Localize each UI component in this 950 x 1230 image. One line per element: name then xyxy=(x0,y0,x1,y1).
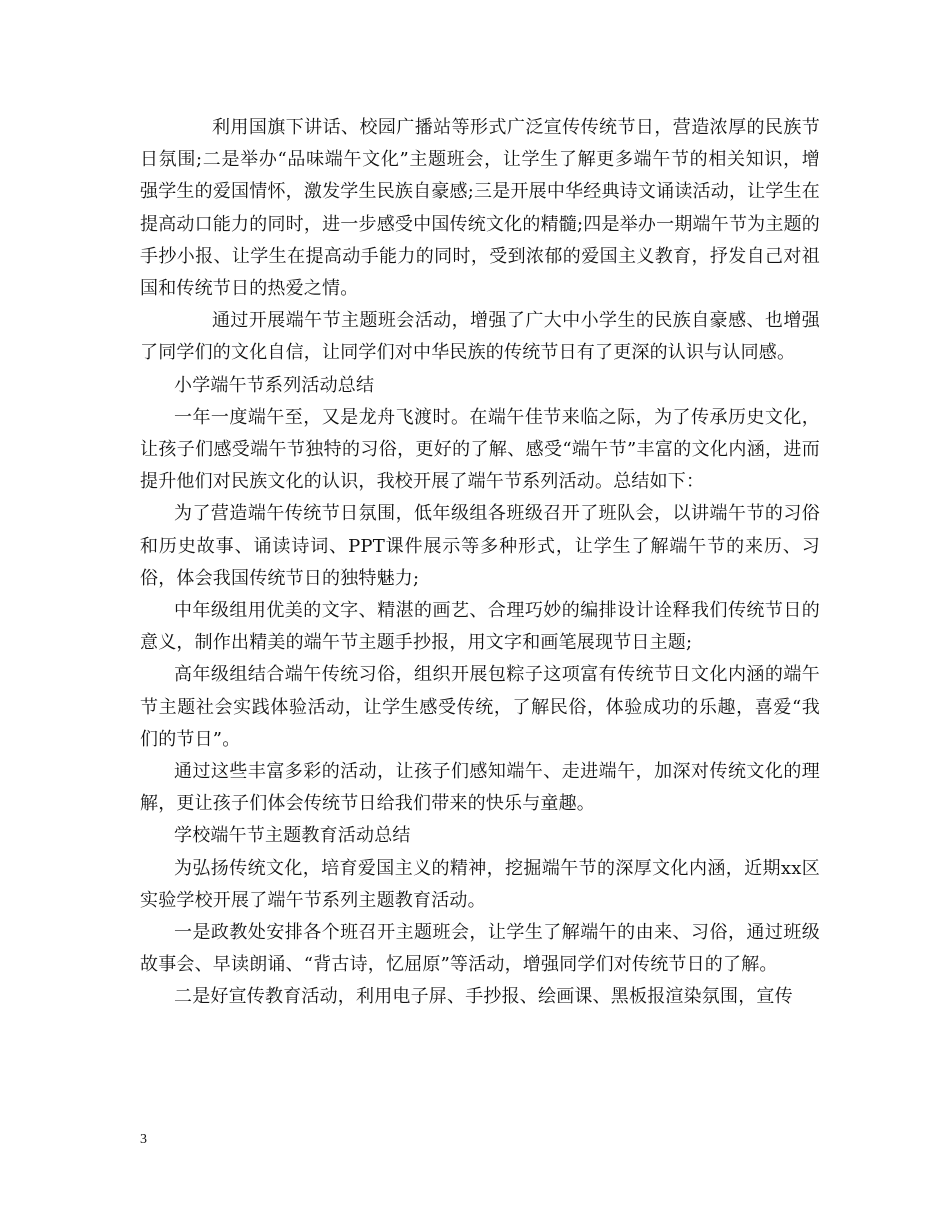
paragraph-activities-conclusion: 通过这些丰富多彩的活动，让孩子们感知端午、走进端午，加深对传统文化的理解，更让孩子们体会传统节日给我们带来的快乐与童趣。 xyxy=(140,761,820,815)
paragraph-lower-grade: 为了营造端午传统节日氛围，低年级组各班级召开了班队会，以讲端午节的习俗和历史故事、诵读诗词、PPT课件展示等多种形式，让学生了解端午节的来历、习俗，体会我国传统节日的独特魅力; xyxy=(140,503,820,589)
paragraph-school-intro: 为弘扬传统文化，培育爱国主义的精神，挖掘端午节的深厚文化内涵，近期xx区实验学校开展了端午节系列主题教育活动。 xyxy=(140,857,820,911)
paragraph-item-one: 一是政教处安排各个班召开主题班会，让学生了解端午的由来、习俗，通过班级故事会、早读朗诵、“背古诗，忆屈原”等活动，增强同学们对传统节日的了解。 xyxy=(140,922,820,976)
paragraph-class-meeting-effect: 通过开展端午节主题班会活动，增强了广大中小学生的民族自豪感、也增强了同学们的文化自信，让同学们对中华民族的传统节日有了更深的认识与认同感。 xyxy=(140,310,820,364)
section-heading-primary-school-summary: 小学端午节系列活动总结 xyxy=(174,374,375,396)
paragraph-item-two: 二是好宣传教育活动，利用电子屏、手抄报、绘画课、黑板报渲染氛围，宣传 xyxy=(174,986,793,1008)
section-heading-school-education-summary: 学校端午节主题教育活动总结 xyxy=(174,825,411,847)
paragraph-festival-promotion: 利用国旗下讲话、校园广播站等形式广泛宣传传统节日，营造浓厚的民族节日氛围;二是举办“品味端午文化”主题班会，让学生了解更多端午节的相关知识，增强学生的爱国情怀，激发学生民族自豪感;三是开展中华经典诗文诵读活动，让学生在提高动口能力的同时，进一步感受中国传统文化的精髓;四是举办一期端午节为主题的手抄小报、让学生在提高动手能力的同时，受到浓郁的爱国主义教育，抒发自己对祖国和传统节日的热爱之情。 xyxy=(140,117,820,300)
paragraph-upper-grade: 高年级组结合端午传统习俗，组织开展包粽子这项富有传统节日文化内涵的端午节主题社会实践体验活动，让学生感受传统，了解民俗，体验成功的乐趣，喜爱“我们的节日”。 xyxy=(140,664,820,750)
page-number: 3 xyxy=(140,1132,147,1147)
document-body xyxy=(140,112,820,1014)
paragraph-primary-intro: 一年一度端午至，又是龙舟飞渡时。在端午佳节来临之际，为了传承历史文化，让孩子们感受端午节独特的习俗，更好的了解、感受“端午节”丰富的文化内涵，进而提升他们对民族文化的认识，我校开展了端午节系列活动。总结如下： xyxy=(140,406,820,493)
paragraph-middle-grade: 中年级组用优美的文字、精湛的画艺、合理巧妙的编排设计诠释我们传统节日的意义，制作出精美的端午节主题手抄报，用文字和画笔展现节日主题; xyxy=(140,600,820,654)
